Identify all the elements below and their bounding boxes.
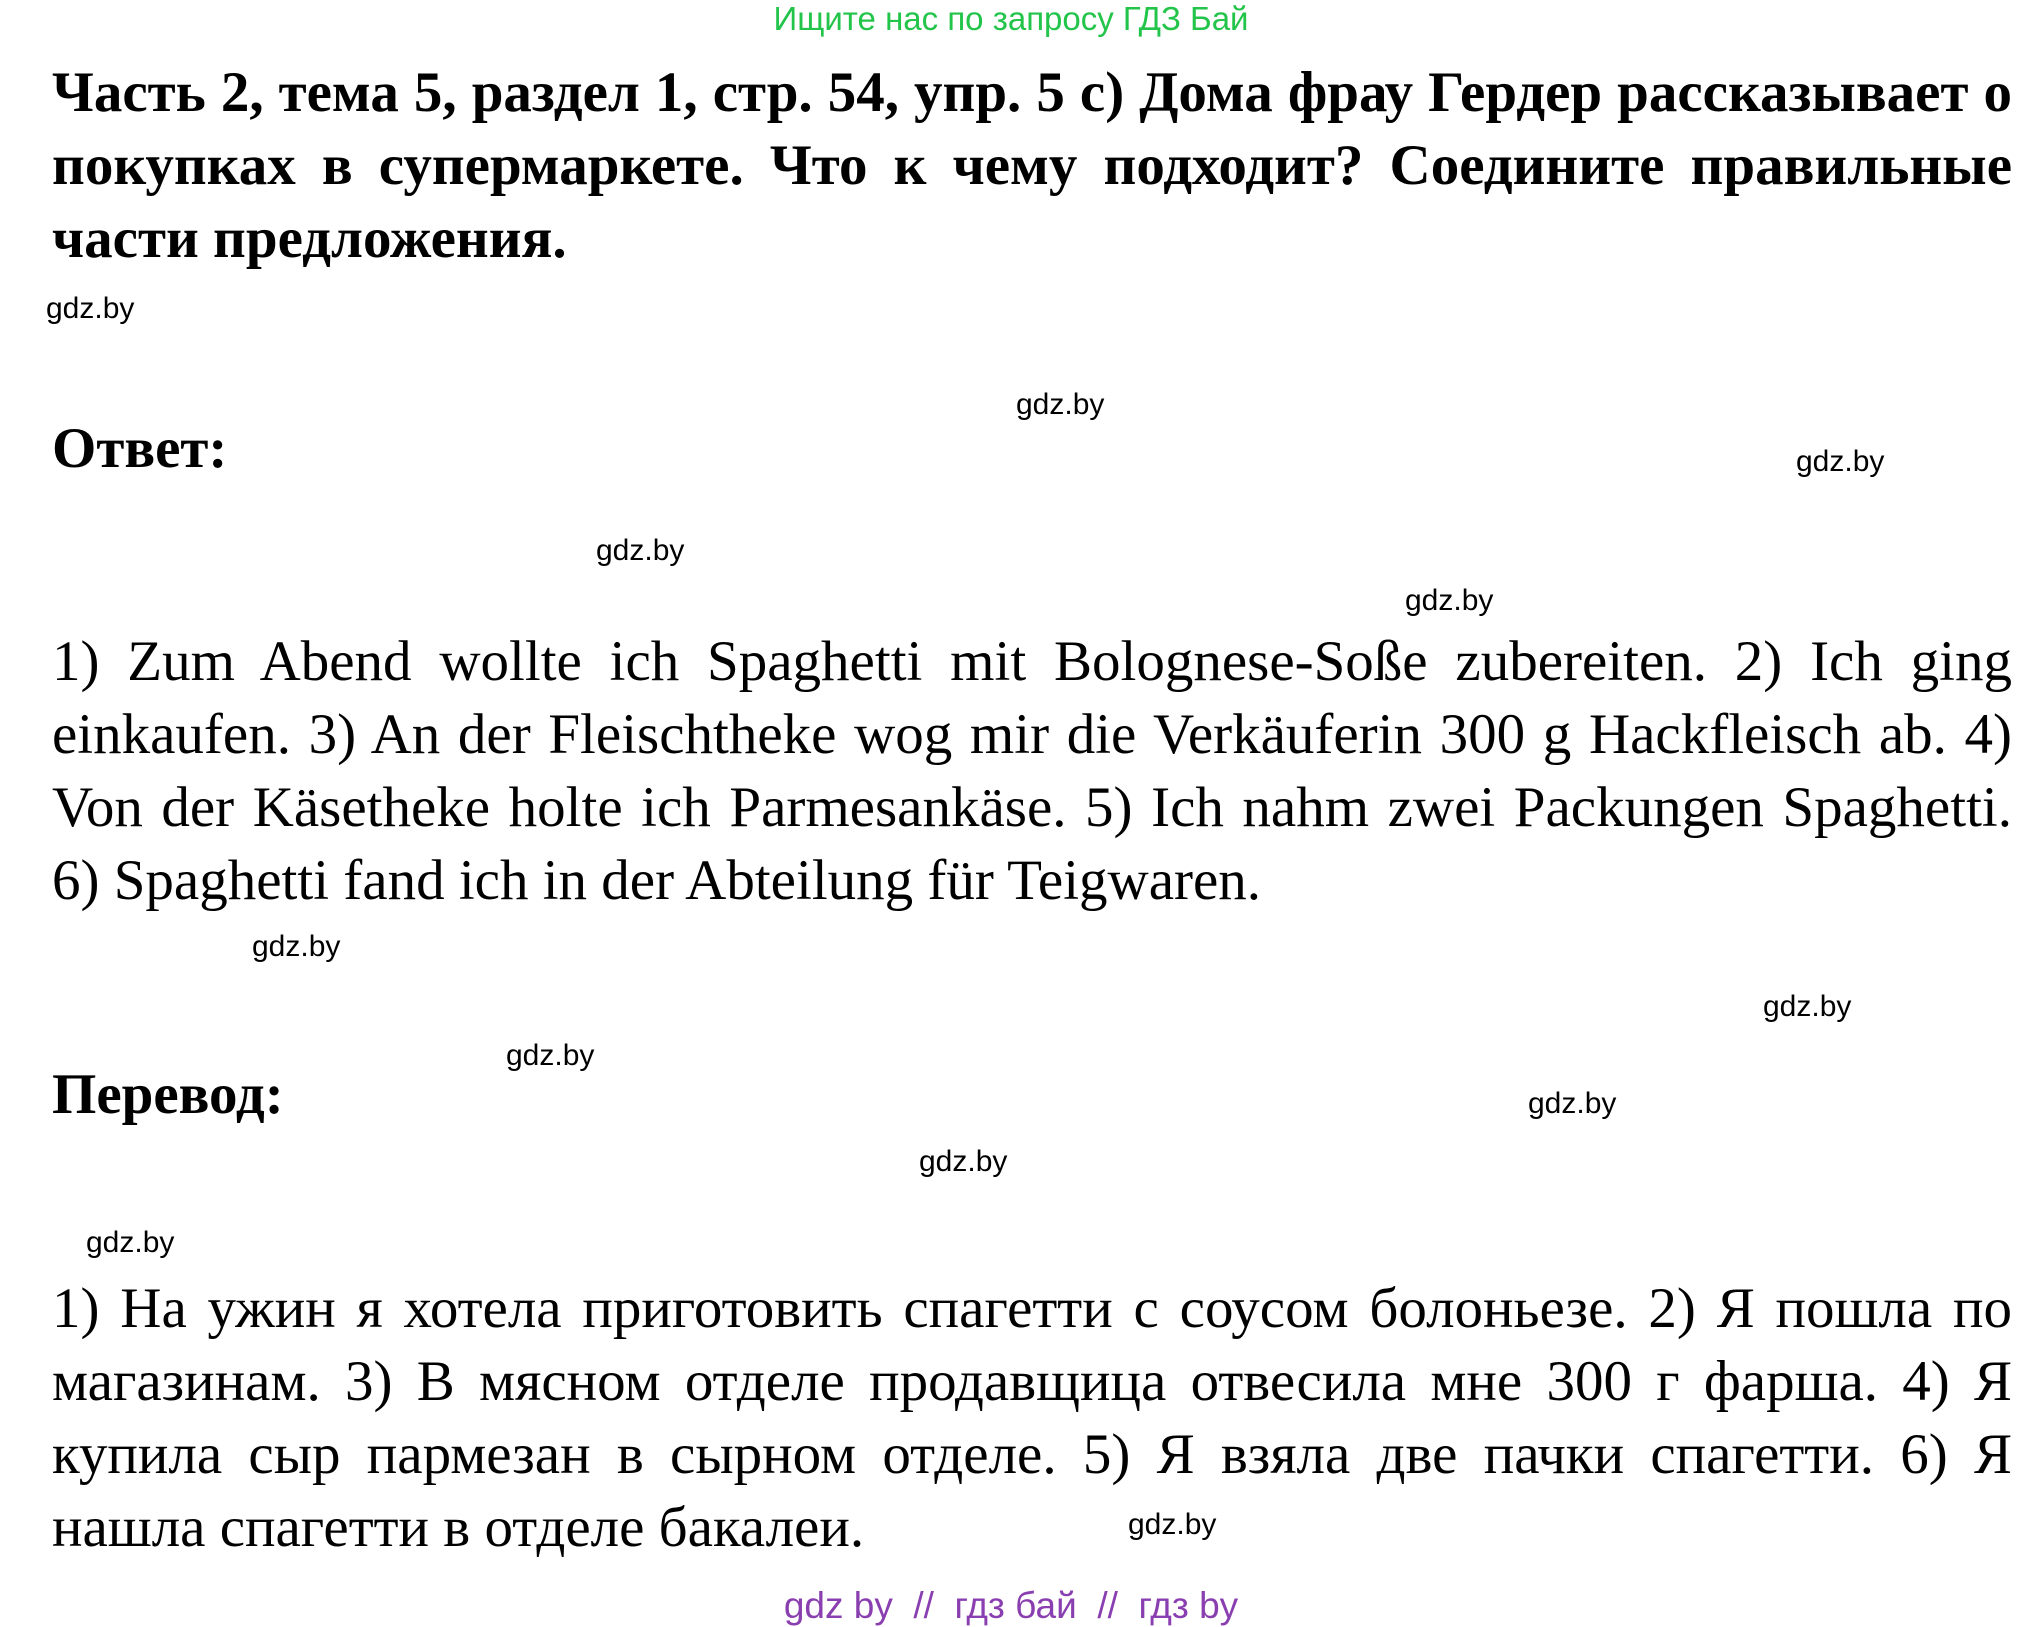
watermark: gdz.by (1528, 1087, 1617, 1120)
watermark: gdz.by (86, 1226, 175, 1259)
watermark: gdz.by (919, 1145, 1008, 1178)
watermark: gdz.by (46, 292, 135, 325)
search-banner: Ищите нас по запросу ГДЗ Бай (773, 0, 1249, 37)
answer-label: Ответ: (52, 417, 228, 480)
watermark: gdz.by (1128, 1508, 1217, 1541)
translation-label: Перевод: (52, 1063, 284, 1126)
watermark: gdz.by (596, 534, 685, 567)
answer-text: 1) Zum Abend wollte ich Spaghetti mit Bolognese-Soße zubereiten. 2) Ich ging einkaufen. 3) An der Fleischtheke wog mir die Verkäuferin 300 g Hackfleisch ab. 4) Von der Käsetheke holte ich Parmesankäse. 5) Ich nahm zwei Packungen Spaghetti. 6) Spaghetti fand ich in der Abteilung für Teigwaren. (52, 630, 2012, 912)
watermark: gdz.by (252, 930, 341, 963)
task-heading: Часть 2, тема 5, раздел 1, стр. 54, упр. 5 c) Дома фрау Гердер рассказывает о покупках в супермаркете. Что к чему подходит? Соедините правильные части предложения. (52, 61, 2012, 270)
watermark: gdz.by (1796, 445, 1885, 478)
footer-links: gdz by // гдз бай // гдз by (783, 1585, 1239, 1626)
watermark: gdz.by (506, 1039, 595, 1072)
watermark: gdz.by (1763, 990, 1852, 1023)
translation-text: 1) На ужин я хотела приготовить спагетти с соусом болоньезе. 2) Я пошла по магазинам. 3) В мясном отделе продавщица отвесила мне 300 г фарша. 4) Я купила сыр пармезан в сырном отделе. 5) Я взяла две пачки спагетти. 6) Я нашла спагетти в отделе бакалеи. (52, 1277, 2012, 1559)
watermark: gdz.by (1016, 388, 1105, 421)
watermark: gdz.by (1405, 584, 1494, 617)
